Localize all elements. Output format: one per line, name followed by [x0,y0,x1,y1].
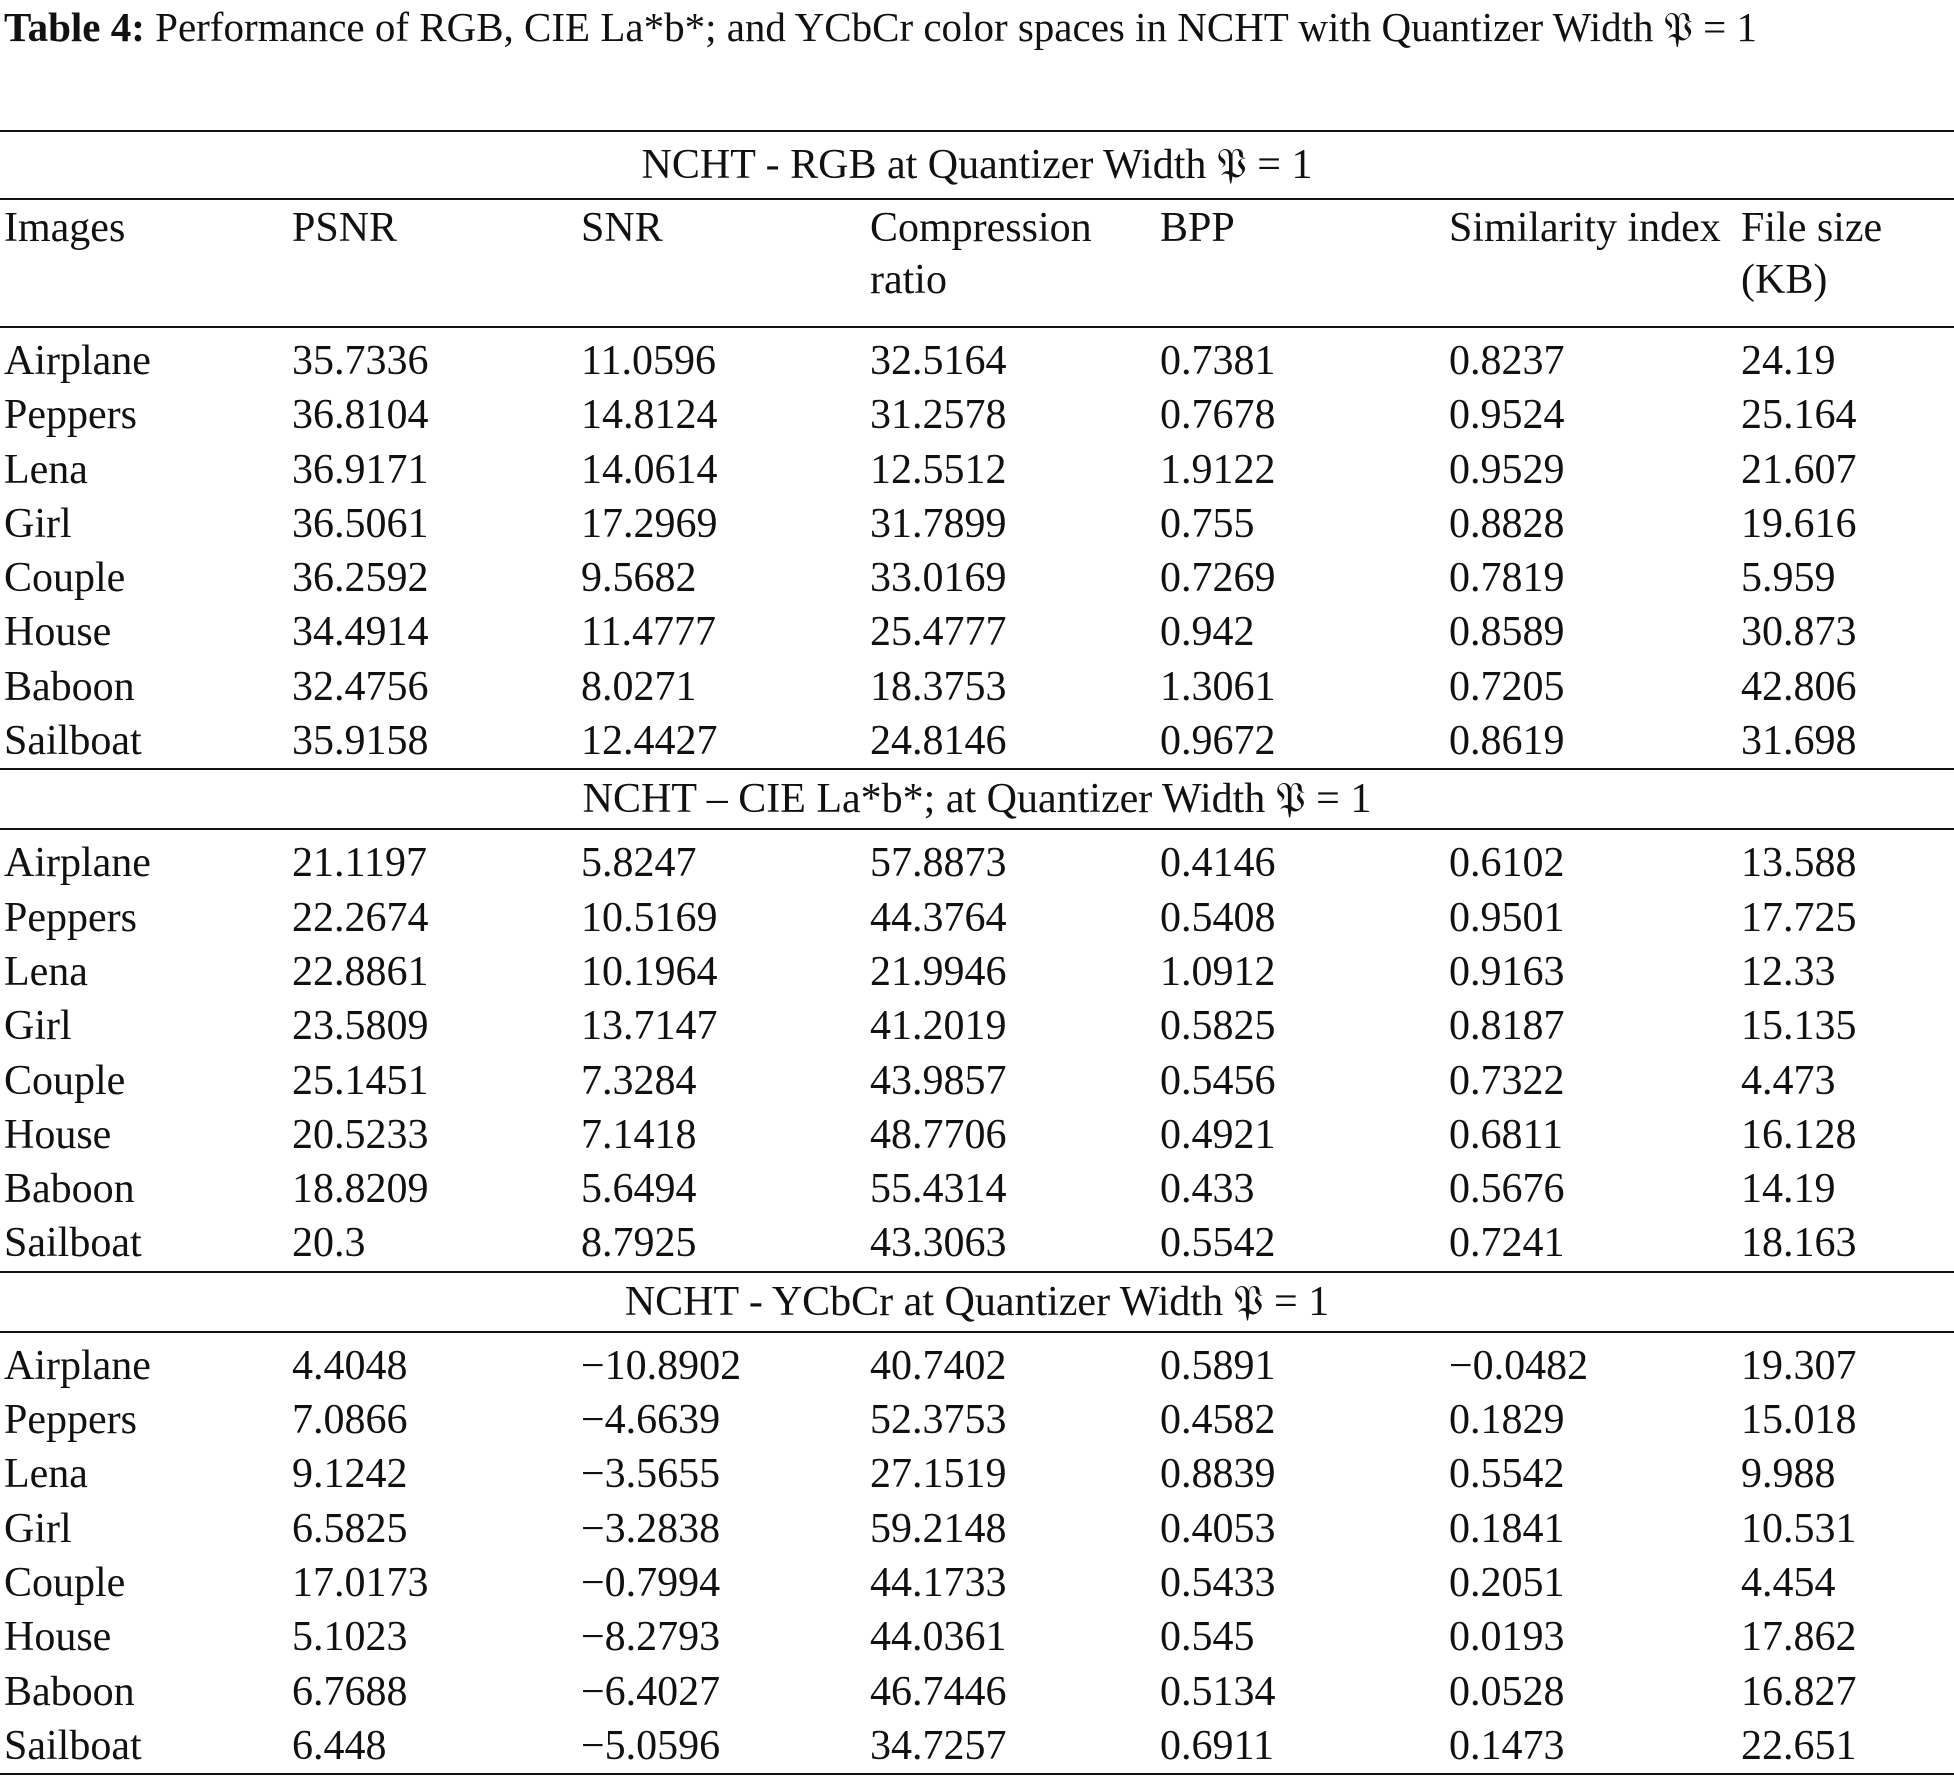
table-cell: Sailboat [4,1220,142,1267]
table-cell: 34.7257 [866,1719,1156,1774]
table-cell: 0.5134 [1160,1668,1276,1715]
group-header-row [0,131,1954,199]
table-cell: 0.433 [1160,1166,1255,1213]
table-row [0,388,1954,442]
table-row [0,1447,1954,1501]
table-cell: 36.9171 [292,446,429,493]
table-cell: 15.135 [1741,1003,1857,1050]
table-cell: 0.1473 [1445,1719,1737,1774]
table-cell: Baboon [4,1668,135,1715]
table-cell: 18.163 [1741,1220,1857,1267]
table-cell: Lena [4,1451,88,1498]
table-cell: Airplane [4,840,151,887]
table-cell: 17.2969 [581,500,718,547]
table-caption-text: Performance of RGB, CIE La*b*; and YCbCr color spaces in NCHT with Quantizer Width 𝔓 = 1 [155,4,1758,50]
table-cell: 5.959 [1741,555,1836,602]
table-cell: 24.19 [1741,338,1836,384]
table-cell: 8.7925 [581,1220,697,1267]
table-cell: 16.827 [1741,1668,1857,1715]
column-header: Similarity index [1445,199,1737,327]
row-spacer-cell [0,829,1954,836]
table-cell: Couple [4,1057,126,1104]
table-cell: 0.5433 [1160,1559,1276,1606]
table-row [0,1665,1954,1719]
table-cell: 19.307 [1741,1342,1857,1389]
table-cell: 30.873 [1741,609,1857,656]
table-row [0,1502,1954,1556]
table-cell: 0.6811 [1449,1111,1563,1158]
table-cell: 0.5408 [1160,894,1276,941]
table-cell: −10.8902 [581,1342,742,1389]
table-cell: 21.607 [1741,446,1857,493]
row-spacer [0,327,1954,334]
table-cell: 22.2674 [292,894,429,941]
table-cell: House [4,609,112,656]
table-cell: Girl [4,500,72,547]
table-cell: 7.3284 [581,1057,697,1104]
table-row [0,1108,1954,1162]
table-cell: 0.4053 [1160,1505,1276,1552]
row-spacer-cell [0,327,1954,334]
table-row [0,836,1954,890]
table-row [0,1610,1954,1664]
table-cell: 44.0361 [870,1614,1007,1661]
table-cell: 20.3 [292,1220,366,1267]
table-cell: 11.0596 [581,338,716,384]
table-cell: 19.616 [1741,500,1857,547]
table-cell: House [4,1111,112,1158]
table-cell: −5.0596 [577,1719,866,1774]
table-cell: 0.8828 [1449,500,1565,547]
table-cell: 32.4756 [292,663,429,710]
table-caption [4,0,1950,54]
table-cell: 0.4146 [1160,840,1276,887]
table-cell: 11.4777 [581,609,716,656]
table-cell: 0.5542 [1160,1220,1276,1267]
table-cell: −0.0482 [1449,1342,1589,1389]
table-cell: 16.128 [1741,1111,1857,1158]
table-cell: 13.588 [1741,840,1857,887]
group-title: NCHT - YCbCr at Quantizer Width 𝔓 = 1 [0,1272,1954,1332]
table-cell: 9.1242 [292,1451,408,1498]
table-cell: 23.5809 [292,1003,429,1050]
table-cell: 4.473 [1741,1057,1836,1104]
table-cell: 8.0271 [581,663,697,710]
table-cell: 14.8124 [581,392,718,439]
table-cell: Airplane [4,338,151,384]
table-cell: 22.8861 [292,948,429,995]
table-cell: 1.0912 [1160,948,1276,995]
table-cell: −0.7994 [581,1559,721,1606]
column-header: BPP [1156,199,1445,327]
table-row [0,1216,1954,1271]
column-header: Images [0,199,288,327]
table-cell: 0.2051 [1449,1559,1565,1606]
table-cell: Couple [4,555,126,602]
table-row [0,1556,1954,1610]
table-cell: 41.2019 [870,1003,1007,1050]
table-cell: 0.5825 [1160,1003,1276,1050]
table-cell: 31.7899 [870,500,1007,547]
table-cell: Girl [4,1003,72,1050]
table-row [0,551,1954,605]
table-cell: 31.2578 [870,392,1007,439]
table-cell: 36.5061 [292,500,429,547]
table-cell: 25.1451 [292,1057,429,1104]
table-cell: 0.7678 [1160,392,1276,439]
table-cell: 52.3753 [870,1397,1007,1444]
table-cell: 21.1197 [292,840,427,887]
table-cell: Peppers [4,1397,137,1444]
table-cell: 6.448 [288,1719,577,1774]
table-cell: 12.5512 [870,446,1007,493]
table-cell: 43.9857 [870,1057,1007,1104]
table-cell: 34.4914 [292,609,429,656]
table-cell: 32.5164 [870,338,1007,384]
table-cell: 25.164 [1741,392,1857,439]
table-cell: 48.7706 [870,1111,1007,1158]
table-cell: 0.755 [1160,500,1255,547]
column-header-row [0,199,1954,327]
table-cell: Lena [4,948,88,995]
table-cell: 40.7402 [870,1342,1007,1389]
table-cell: 1.9122 [1160,446,1276,493]
table-row [0,1393,1954,1447]
table-cell: 10.531 [1741,1505,1857,1552]
table-cell: 0.7269 [1160,555,1276,602]
table-cell: 18.3753 [870,663,1007,710]
table-cell: 12.33 [1741,948,1836,995]
group-title: NCHT - RGB at Quantizer Width 𝔓 = 1 [0,131,1954,199]
table-cell: 6.7688 [292,1668,408,1715]
table-cell: 0.6102 [1449,840,1565,887]
row-spacer [0,1332,1954,1339]
table-cell: 0.545 [1160,1614,1255,1661]
column-header: SNR [577,199,866,327]
table-cell: 12.4427 [581,718,718,765]
table-cell: 36.2592 [292,555,429,602]
table-cell: 22.651 [1737,1719,1954,1774]
table-cell: 9.988 [1741,1451,1836,1498]
table-cell: 17.862 [1741,1614,1857,1661]
table-cell: 33.0169 [870,555,1007,602]
table-cell: 0.5676 [1449,1166,1565,1213]
group-title: NCHT – CIE La*b*; at Quantizer Width 𝔓 = 1 [0,769,1954,829]
table-cell: 10.5169 [581,894,718,941]
table-row [0,334,1954,388]
table-row [0,1339,1954,1393]
table-cell: 44.1733 [870,1559,1007,1606]
table-cell: 7.1418 [581,1111,697,1158]
table-cell: 59.2148 [870,1505,1007,1552]
table-row [0,1162,1954,1216]
table-row [0,497,1954,551]
table-cell: 42.806 [1741,663,1857,710]
table-cell: 0.0528 [1449,1668,1565,1715]
table-cell: 5.8247 [581,840,697,887]
table-cell: 35.9158 [292,718,429,765]
table-cell: 24.8146 [870,718,1007,765]
table-cell: 0.9163 [1449,948,1565,995]
column-header: PSNR [288,199,577,327]
table-cell: 0.8839 [1160,1451,1276,1498]
table-cell: −4.6639 [581,1397,721,1444]
table-cell: 57.8873 [870,840,1007,887]
table-cell: Baboon [4,1166,135,1213]
table-cell: 10.1964 [581,948,718,995]
table-cell: 20.5233 [292,1111,429,1158]
table-cell: 0.7819 [1449,555,1565,602]
table-cell: 0.8187 [1449,1003,1565,1050]
table-cell: Sailboat [4,718,142,765]
table-cell: 18.8209 [292,1166,429,1213]
table-cell: 1.3061 [1160,663,1276,710]
group-header-row [0,1272,1954,1332]
group-header-row [0,769,1954,829]
table-cell: 0.5891 [1160,1342,1276,1389]
row-spacer-cell [0,1332,1954,1339]
table-cell: 21.9946 [870,948,1007,995]
table-cell: 0.1829 [1449,1397,1565,1444]
table-cell: 0.5542 [1449,1451,1565,1498]
table-cell: 7.0866 [292,1397,408,1444]
table-cell: 43.3063 [870,1220,1007,1267]
table-cell: 25.4777 [870,609,1007,656]
table-cell: 0.7322 [1449,1057,1565,1104]
table-row [0,714,1954,769]
table-cell: 31.698 [1741,718,1857,765]
table-cell: 6.5825 [292,1505,408,1552]
table-row [0,660,1954,714]
table-cell: 9.5682 [581,555,697,602]
table-cell: 14.0614 [581,446,718,493]
table-cell: House [4,1614,112,1661]
table-row [0,605,1954,659]
table-cell: 15.018 [1741,1397,1857,1444]
table-cell: 55.4314 [870,1166,1007,1213]
table-cell: −3.5655 [581,1451,721,1498]
table-cell: 0.7205 [1449,663,1565,710]
table-cell: 17.0173 [292,1559,429,1606]
table-cell: 14.19 [1741,1166,1836,1213]
table-cell: 0.0193 [1449,1614,1565,1661]
results-table [0,130,1954,1775]
table-row [0,1719,1954,1774]
table-row [0,945,1954,999]
table-cell: Peppers [4,392,137,439]
table-cell: 0.9529 [1449,446,1565,493]
table-cell: 13.7147 [581,1003,718,1050]
table-cell: 0.4921 [1160,1111,1276,1158]
table-cell: −3.2838 [581,1505,721,1552]
table-cell: 0.7381 [1160,338,1276,384]
table-cell: 0.7241 [1449,1220,1565,1267]
table-row [0,891,1954,945]
table-row [0,1054,1954,1108]
table-cell: 17.725 [1741,894,1857,941]
table-cell: 0.8237 [1449,338,1565,384]
table-cell: Airplane [4,1342,151,1389]
table-cell: 44.3764 [870,894,1007,941]
column-header: File size (KB) [1737,199,1954,327]
table-cell: −6.4027 [581,1668,721,1715]
table-cell: 35.7336 [292,338,429,384]
table-cell: 0.5456 [1160,1057,1276,1104]
table-cell: Peppers [4,894,137,941]
table-cell: 36.8104 [292,392,429,439]
table-row [0,443,1954,497]
table-cell: 5.1023 [292,1614,408,1661]
table-cell: 0.1841 [1449,1505,1565,1552]
table-cell: Lena [4,446,88,493]
table-cell: 0.9672 [1160,718,1276,765]
table-cell: 4.454 [1741,1559,1836,1606]
row-spacer [0,829,1954,836]
table-cell: 0.6911 [1156,1719,1445,1774]
table-cell: Couple [4,1559,126,1606]
table-cell: 0.9501 [1449,894,1565,941]
table-cell: 0.8619 [1449,718,1565,765]
table-cell: 27.1519 [870,1451,1007,1498]
column-header: Compression ratio [866,199,1156,327]
table-cell: 0.942 [1160,609,1255,656]
table-cell: Girl [4,1505,72,1552]
table-cell: Baboon [4,663,135,710]
table-cell: 0.9524 [1449,392,1565,439]
table-cell: 46.7446 [870,1668,1007,1715]
table-cell: −8.2793 [581,1614,721,1661]
table-cell: Sailboat [0,1719,288,1774]
table-cell: 4.4048 [292,1342,408,1389]
table-cell: 0.4582 [1160,1397,1276,1444]
table-cell: 0.8589 [1449,609,1565,656]
table-cell: 5.6494 [581,1166,697,1213]
table-caption-label: Table 4: [4,4,145,50]
table-row [0,999,1954,1053]
